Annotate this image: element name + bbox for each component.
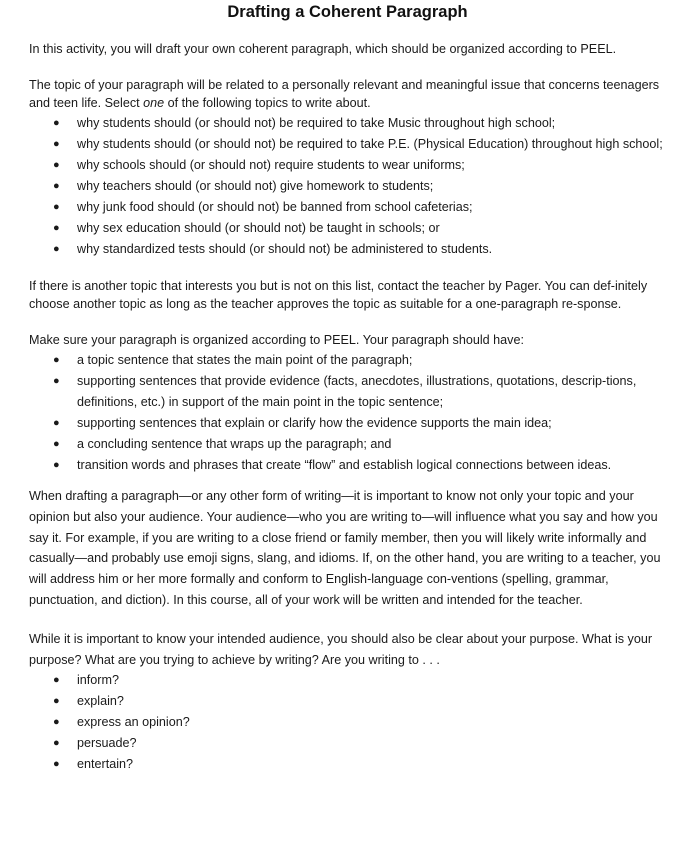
list-item: ● a topic sentence that states the main point of the paragraph; (77, 350, 666, 371)
purpose-intro-paragraph: While it is important to know your intended audience, you should also be clear about your purpose. What is your purpose? What are you trying to achieve by writing? Are you writing to . . . (29, 631, 653, 667)
topic-instructions-paragraph (29, 76, 666, 112)
list-item: ● why schools should (or should not) require students to wear uniforms; (77, 155, 666, 176)
list-item: ● supporting sentences that explain or clarify how the evidence supports the main idea; (77, 413, 666, 434)
list-item: ● why junk food should (or should not) be banned from school cafeterias; (77, 197, 666, 218)
peel-list (29, 350, 666, 476)
bullet-icon: ● (53, 180, 60, 192)
list-item: ● explain? (77, 691, 666, 712)
topic-text-after: of the following topics to write about. (164, 96, 371, 110)
bullet-icon: ● (53, 438, 60, 450)
list-item: ● supporting sentences that provide evidence (facts, anecdotes, illustrations, quotations, descrip-tions, definitions, etc.) in support of the main point in the topic sentence; (77, 371, 666, 413)
bullet-icon: ● (53, 243, 60, 255)
list-item: ● why sex education should (or should not) be taught in schools; or (77, 218, 666, 239)
list-item: ● transition words and phrases that create “flow” and establish logical connections between ideas. (77, 455, 666, 476)
bullet-icon: ● (53, 758, 60, 771)
bullet-icon: ● (53, 354, 60, 366)
bullet-icon: ● (53, 695, 60, 708)
bullet-icon: ● (53, 159, 60, 171)
topic-list (29, 113, 666, 260)
bullet-icon: ● (53, 117, 60, 129)
bullet-icon: ● (53, 674, 60, 687)
topic-text-emphasis: one (143, 96, 165, 110)
bullet-icon: ● (53, 417, 60, 429)
list-item: ● why students should (or should not) be required to take Music throughout high school; (77, 113, 666, 134)
list-item: ● why standardized tests should (or should not) be administered to students. (77, 239, 666, 260)
list-item: ● inform? (77, 670, 666, 691)
list-item: ● why teachers should (or should not) give homework to students; (77, 176, 666, 197)
list-item: ● express an opinion? (77, 712, 666, 733)
list-item: ● why students should (or should not) be required to take P.E. (Physical Education) throughout high school; (77, 134, 666, 155)
bullet-icon: ● (53, 222, 60, 234)
other-topic-paragraph: If there is another topic that interests you but is not on this list, contact the teacher by Pager. You can def-initely choose another topic as long as the teacher approves the topic as suitable for a one-paragraph re-sponse. (29, 279, 648, 311)
list-item: ● a concluding sentence that wraps up the paragraph; and (77, 434, 666, 455)
bullet-icon: ● (53, 459, 60, 471)
list-item: ● persuade? (77, 733, 666, 754)
topic-text-before: The topic of your paragraph will be related to a personally relevant and meaningful issue that concerns teenagers and teen life. Select (29, 78, 660, 110)
bullet-icon: ● (53, 716, 60, 729)
bullet-icon: ● (53, 737, 60, 750)
bullet-icon: ● (53, 138, 60, 150)
bullet-icon: ● (53, 201, 60, 213)
peel-intro-paragraph: Make sure your paragraph is organized according to PEEL. Your paragraph should have: (29, 333, 524, 347)
bullet-icon: ● (53, 375, 60, 387)
audience-paragraph: When drafting a paragraph—or any other form of writing—it is important to know not only your topic and your opinion but also your audience. Your audience—who you are writing to—will influence what you say and how you say it. For example, if you are writing to a close friend or family member, then you will likely write informally and casually—and probably use emoji signs, slang, and idioms. If, on the other hand, you are writing to a teacher, you will address him or her more formally and conform to English-language con-ventions (spelling, grammar, punctuation, and diction). In this course, all of your work will be written and intended for the teacher. (29, 489, 661, 607)
list-item: ● entertain? (77, 754, 666, 775)
page-title: Drafting a Coherent Paragraph (227, 3, 468, 21)
intro-paragraph: In this activity, you will draft your own coherent paragraph, which should be organized according to PEEL. (29, 42, 617, 56)
purpose-list (29, 670, 666, 775)
